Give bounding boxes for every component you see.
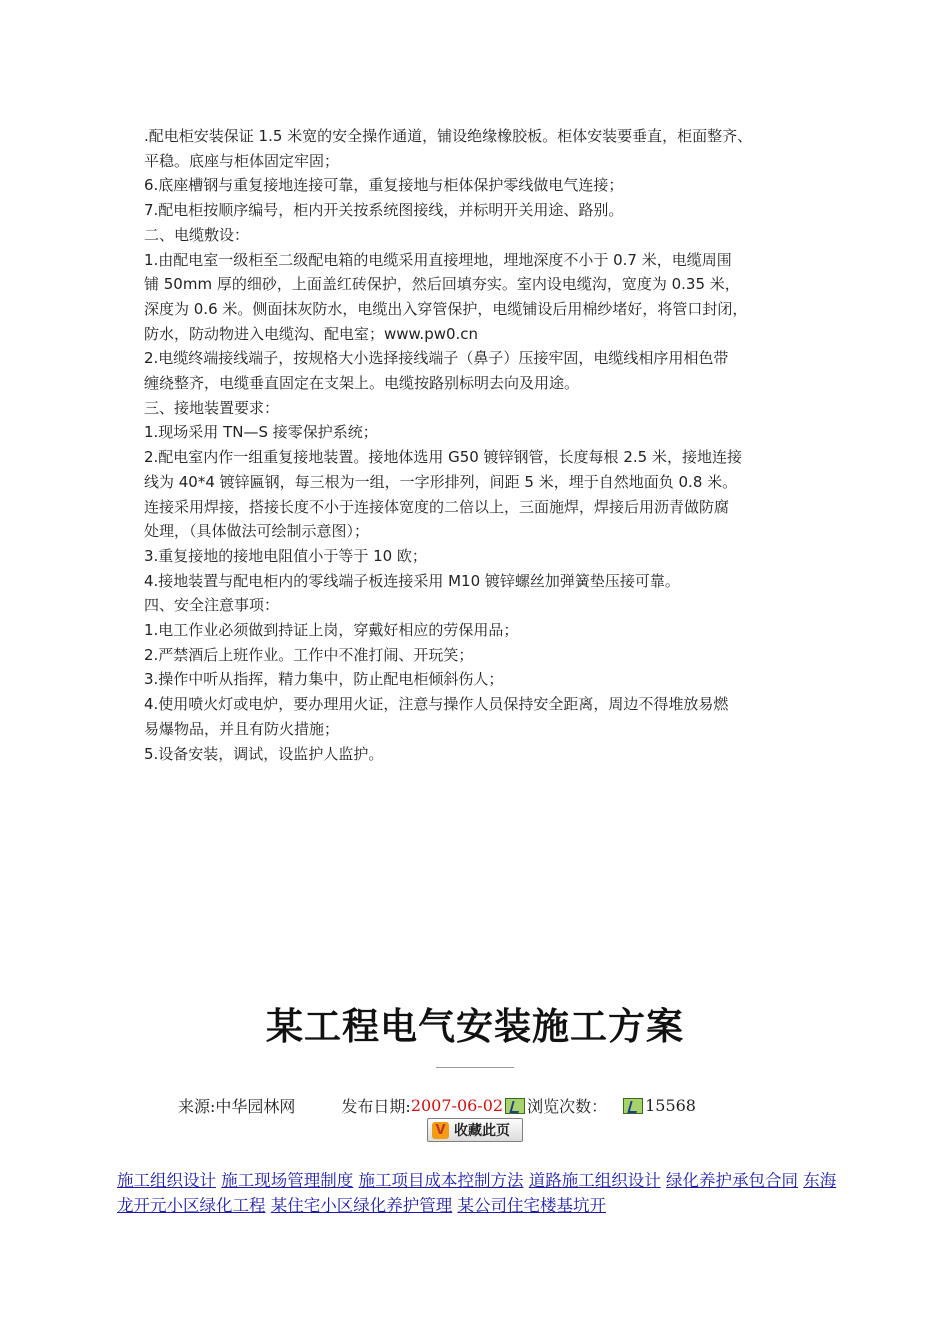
body-line: 6.底座槽钢与重复接地连接可靠，重复接地与柜体保护零线做电气连接； [144,176,624,195]
related-link[interactable]: 道路施工组织设计 [528,1171,661,1190]
body-line: 防水，防动物进入电缆沟、配电室；www.pw0.cn [144,324,479,343]
body-line: 2.电缆终端接线端子，按规格大小选择接线端子（鼻子）压接牢固，电缆线相序用相色带 [144,349,729,368]
bookmark-page-button[interactable] [427,1118,523,1142]
body-line: 3.操作中听从指挥，精力集中，防止配电柜倾斜伤人； [144,670,504,689]
body-line: 7.配电柜按顺序编号，柜内开关按系统图接线，并标明开关用途、路别。 [144,201,624,220]
related-link[interactable]: 施工项目成本控制方法 [358,1171,524,1190]
body-line: 平稳。底座与柜体固定牢固； [144,151,340,170]
title-divider [436,1067,514,1068]
source-label: 来源:中华园林网 [178,1097,296,1116]
related-link[interactable]: 施工现场管理制度 [221,1171,354,1190]
section-heading: 二、电缆敷设： [144,225,250,244]
related-links [117,1168,837,1218]
views-count: 15568 [645,1096,696,1115]
body-line: 5.设备安装，调试，设监护人监护。 [144,744,384,763]
bookmark-v-icon: V [432,1122,449,1139]
body-line: 处理，（具体做法可绘制示意图）； [144,522,370,541]
body-line: 1.现场采用 TN—S 接零保护系统； [144,423,378,442]
body-line: 3.重复接地的接地电阻值小于等于 10 欧； [144,546,427,565]
body-line: .配电柜安装保证 1.5 米宽的安全操作通道，铺设绝缘橡胶板。柜体安装要垂直，柜面整齐、 [144,127,753,145]
views-icon [505,1098,525,1114]
related-link[interactable]: 某公司住宅楼基坑开 [457,1196,606,1215]
body-line: 深度为 0.6 米。侧面抹灰防水，电缆出入穿管保护，电缆铺设后用棉纱堵好，将管口封闭， [144,299,748,318]
body-line: 易爆物品，并且有防火措施； [144,719,340,738]
article-meta [178,1094,696,1117]
body-line: 缠绕整齐，电缆垂直固定在支架上。电缆按路别标明去向及用途。 [144,374,580,393]
related-link[interactable]: 某住宅小区绿化养护管理 [270,1196,453,1215]
section-heading: 三、接地装置要求： [144,398,280,417]
body-line: 2.严禁酒后上班作业。工作中不准打闹、开玩笑； [144,645,474,664]
section-heading: 四、安全注意事项： [144,596,280,615]
views-count-icon [623,1098,643,1114]
body-line: 2.配电室内作一组重复接地装置。接地体选用 G50 镀锌钢管，长度每根 2.5 米，接地连接 [144,448,742,467]
body-line: 4.接地装置与配电柜内的零线端子板连接采用 M10 镀锌螺丝加弹簧垫压接可靠。 [144,571,680,590]
article-title: 某工程电气安装施工方案 [266,1004,684,1048]
publish-date: 2007-06-02 [410,1096,504,1115]
body-line: 铺 50mm 厚的细砂，上面盖红砖保护，然后回填夯实。室内设电缆沟，宽度为 0.35 米， [144,275,740,294]
views-label: 浏览次数： [527,1097,608,1116]
body-line: 连接采用焊接，搭接长度不小于连接体宽度的二倍以上，三面施焊，焊接后用沥青做防腐 [144,497,730,516]
date-label: 发布日期: [341,1097,411,1116]
document-body [144,124,834,766]
body-line: 线为 40*4 镀锌匾钢，每三根为一组，一字形排列，间距 5 米，埋于自然地面负 0.8 米。 [144,472,738,491]
body-line: 1.电工作业必须做到持证上岗，穿戴好相应的劳保用品； [144,621,519,640]
body-line: 4.使用喷火灯或电炉，要办理用火证，注意与操作人员保持安全距离，周边不得堆放易燃 [144,695,729,714]
related-link[interactable]: 东海龙开元小区绿化工程 [117,1171,837,1215]
bookmark-button-label: 收藏此页 [454,1123,510,1139]
related-link[interactable]: 绿化养护承包合同 [666,1171,798,1190]
related-link[interactable]: 施工组织设计 [117,1171,216,1190]
body-line: 1.由配电室一级柜至二级配电箱的电缆采用直接埋地，埋地深度不小于 0.7 米，电缆周围 [144,250,732,269]
